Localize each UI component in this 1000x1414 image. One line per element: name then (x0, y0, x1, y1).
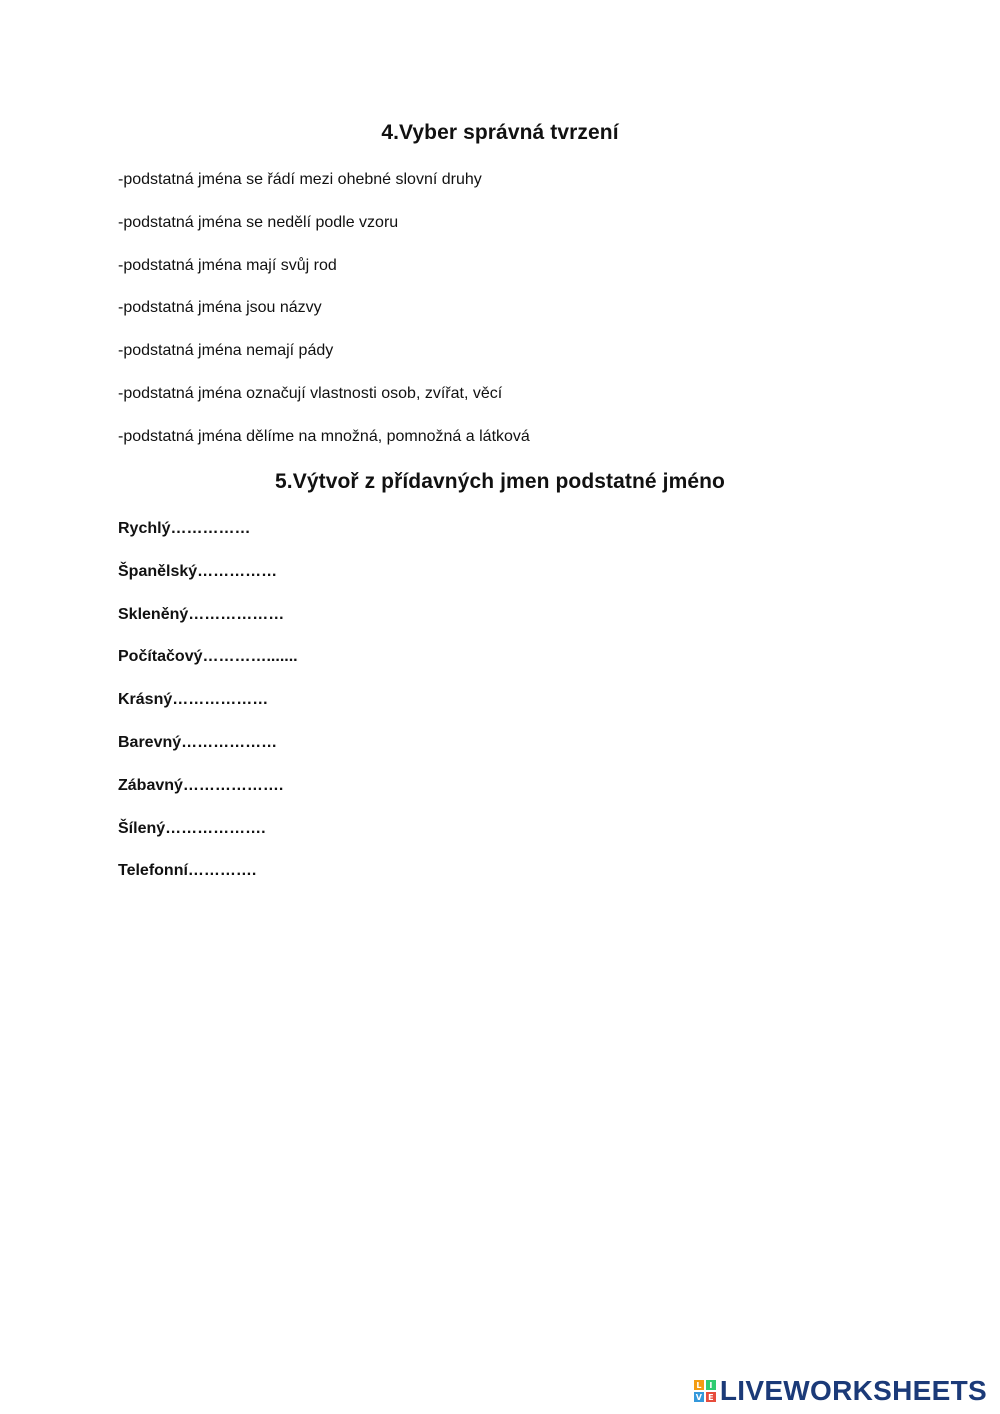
logo-icon-letter: E (706, 1392, 716, 1402)
liveworksheets-logo (694, 1374, 987, 1408)
adjective-item: Počítačový…………....... (118, 648, 298, 666)
adjective-item: Skleněný……………… (118, 605, 285, 623)
logo-icon-letter: L (694, 1380, 704, 1390)
exercise-5-items (118, 519, 298, 904)
statement-item: -podstatná jména se řádí mezi ohebné slovní druhy (118, 171, 482, 188)
liveworksheets-logo-icon (694, 1380, 716, 1402)
adjective-item: Španělský…………… (118, 562, 278, 580)
liveworksheets-logo-text: LIVEWORKSHEETS (719, 1375, 987, 1406)
logo-icon-letter: I (706, 1380, 716, 1390)
statement-item: -podstatná jména označují vlastnosti osob, zvířat, věcí (118, 384, 503, 402)
adjective-item: Telefonní…………. (118, 862, 257, 880)
exercise-5-title: 5.Výtvoř z přídavných jmen podstatné jméno (275, 470, 725, 493)
logo-icon-letter: V (695, 1392, 702, 1402)
statement-item: -podstatná jména dělíme na množná, pomnožná a látková (118, 427, 530, 445)
statement-item: -podstatná jména se nedělí podle vzoru (118, 213, 399, 231)
adjective-item: Barevný……………… (118, 733, 278, 751)
adjective-item: Zábavný………………. (118, 776, 284, 794)
adjective-item: Šílený………………. (118, 819, 266, 837)
adjective-item: Krásný……………… (118, 691, 269, 709)
statement-item: -podstatná jména nemají pády (118, 342, 334, 360)
statement-item: -podstatná jména mají svůj rod (118, 256, 337, 274)
exercise-4-title: 4.Vyber správná tvrzení (381, 121, 619, 144)
exercise-4-statements (118, 170, 530, 470)
statement-item: -podstatná jména jsou názvy (118, 299, 322, 317)
adjective-item: Rychlý…………… (118, 520, 251, 537)
